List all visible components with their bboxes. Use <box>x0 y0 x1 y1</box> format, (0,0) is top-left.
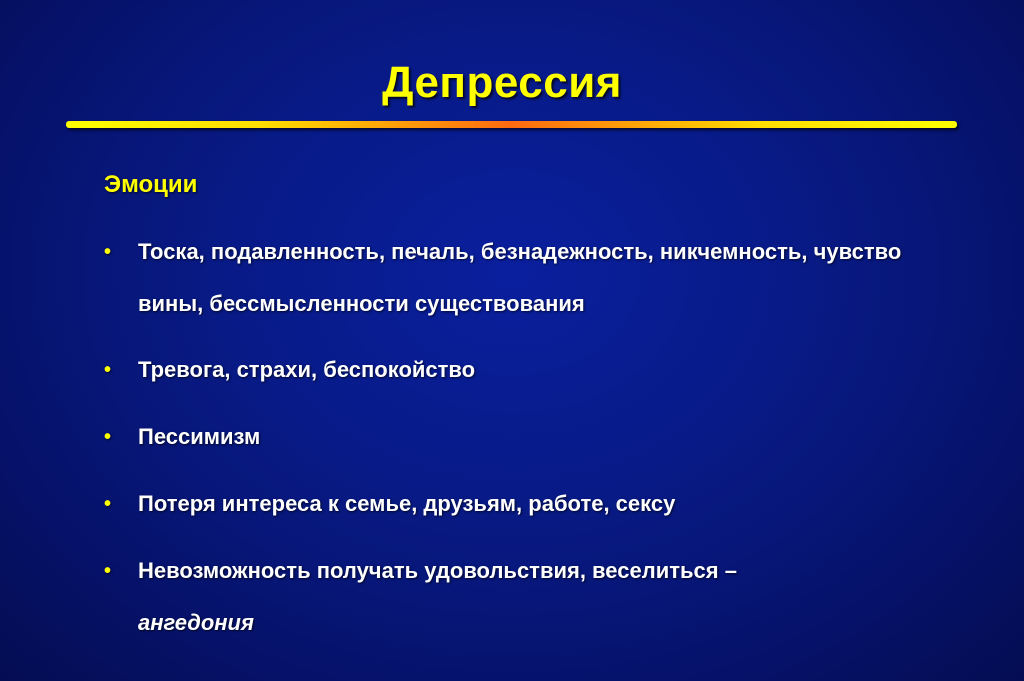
bullet-item <box>104 478 964 530</box>
bullet-icon: • <box>104 359 112 381</box>
section-heading: Эмоции <box>104 171 198 198</box>
bullet-item <box>104 226 964 330</box>
bullet-text: Тоска, подавленность, печаль, безнадежность, никчемность, чувство вины, бессмысленности существования <box>138 239 902 316</box>
title-divider <box>66 121 957 128</box>
bullet-text: Тревога, страхи, беспокойство <box>138 357 476 382</box>
bullet-text: Пессимизм <box>138 424 261 449</box>
bullet-item <box>104 411 964 463</box>
bullet-item <box>104 545 964 649</box>
bullet-list <box>104 226 964 663</box>
bullet-icon: • <box>104 560 112 582</box>
bullet-emphasis-term: ангедония <box>138 610 254 635</box>
slide-title: Депрессия <box>382 58 622 107</box>
bullet-item <box>104 344 964 396</box>
bullet-icon: • <box>104 426 112 448</box>
bullet-text: Потеря интереса к семье, друзьям, работе, сексу <box>138 491 676 516</box>
bullet-icon: • <box>104 241 112 263</box>
bullet-text: Невозможность получать удовольствия, веселиться – <box>138 558 737 583</box>
bullet-icon: • <box>104 493 112 515</box>
